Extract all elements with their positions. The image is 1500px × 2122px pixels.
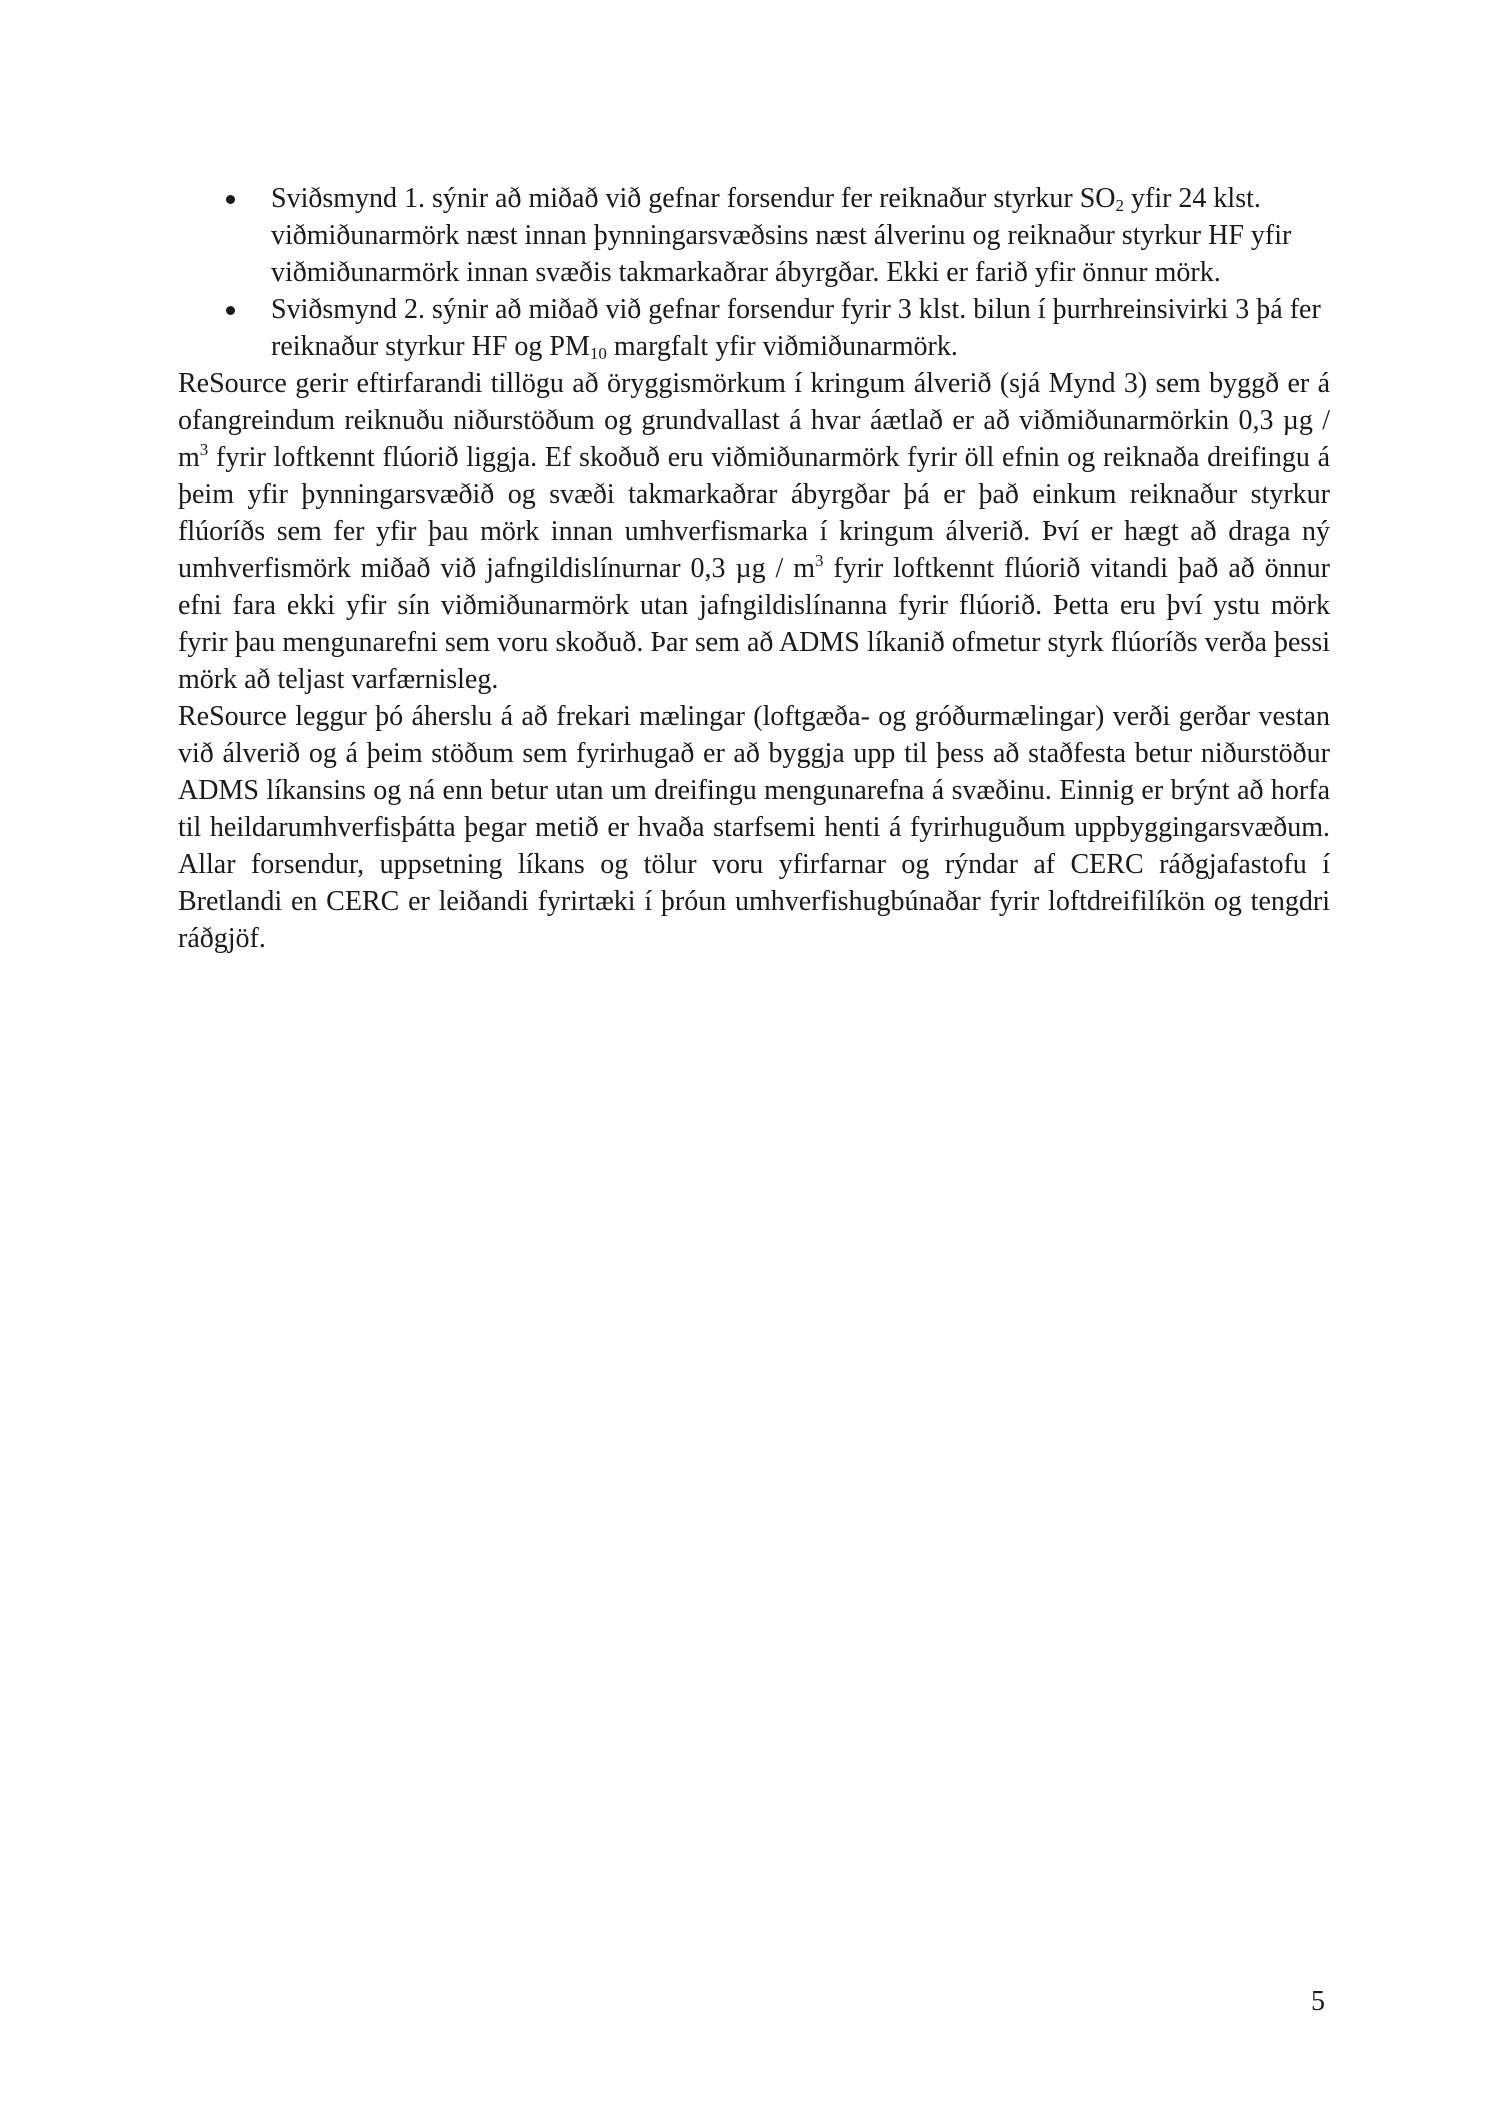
page-content [178,180,1330,957]
superscript: 3 [815,551,824,570]
superscript: 3 [199,440,209,459]
subscript: 10 [589,344,607,363]
bullet-list [178,180,1330,365]
paragraph-safety-limits [178,365,1330,698]
bullet-text-part: Sviðsmynd 2. sýnir að miðað við gefnar forsendur fyrir 3 klst. bilun í þurrhreinsivirki 3 þá fer reiknaður styrkur HF og PM [271,294,1321,362]
bullet-icon [226,306,235,315]
bullet-item-scenario-2 [178,291,1330,365]
bullet-icon [226,195,235,204]
paragraph-text-part: fyrir loftkennt flúorið liggja. Ef skoðuð eru viðmiðunarmörk fyrir öll efnin og reiknaða dreifingu á þeim yfir þynningarsvæðið og svæði takmarkaðrar ábyrgðar þá er það einkum reiknaður styrkur flúoríðs sem fer yfir þau mörk innan umhverfismarka í kringum álverið. Því er hægt að draga ný umhverfismörk miðað við jafngildislínurnar 0,3 µg / m [178,442,1330,584]
paragraph-further-measurements: ReSource leggur þó áherslu á að frekari mælingar (loftgæða- og gróðurmælingar) verði gerðar vestan við álverið og á þeim stöðum sem fyrirhugað er að byggja upp til þess að staðfesta betur niðurstöður ADMS líkansins og ná enn betur utan um dreifingu mengunarefna á svæðinu. Einnig er brýnt að horfa til heildarumhverfisþátta þegar metið er hvaða starfsemi henti á fyrirhuguðum uppbyggingarsvæðum. Allar forsendur, uppsetning líkans og tölur voru yfirfarnar og rýndar af CERC ráðgjafastofu í Bretlandi en CERC er leiðandi fyrirtæki í þróun umhverfishugbúnaðar fyrir loftdreifilíkön og tengdri ráðgjöf. [178,701,1330,954]
subscript: 2 [1115,196,1124,215]
bullet-item-scenario-1 [178,180,1330,291]
bullet-text-part: Sviðsmynd 1. sýnir að miðað við gefnar forsendur fer reiknaður styrkur SO [271,183,1116,214]
bullet-text-part: margfalt yfir viðmiðunarmörk. [606,331,958,362]
bullet-text-part: yfir 24 klst. viðmiðunarmörk næst innan þynningarsvæðsins næst álverinu og reiknaður styrkur HF yfir viðmiðunarmörk innan svæðis takmarkaðrar ábyrgðar. Ekki er farið yfir önnur mörk. [271,183,1292,288]
page-number: 5 [1311,1986,1325,2017]
paragraph-text-part: fyrir loftkennt flúorið vitandi það að önnur efni fara ekki yfir sín viðmiðunarmörk utan jafngildislínanna fyrir flúorið. Þetta eru því ystu mörk fyrir þau mengunarefni sem voru skoðuð. Þar sem að ADMS líkanið ofmetur styrk flúoríðs verða þessi mörk að teljast varfærnisleg. [178,553,1330,695]
paragraph-text-part: ReSource gerir eftirfarandi tillögu að öryggismörkum í kringum álverið (sjá Mynd 3) sem byggð er á ofangreindum reiknuðu niðurstöðum og grundvallast á hvar áætlað er að viðmiðunarmörkin 0,3 µg / m [178,368,1330,473]
